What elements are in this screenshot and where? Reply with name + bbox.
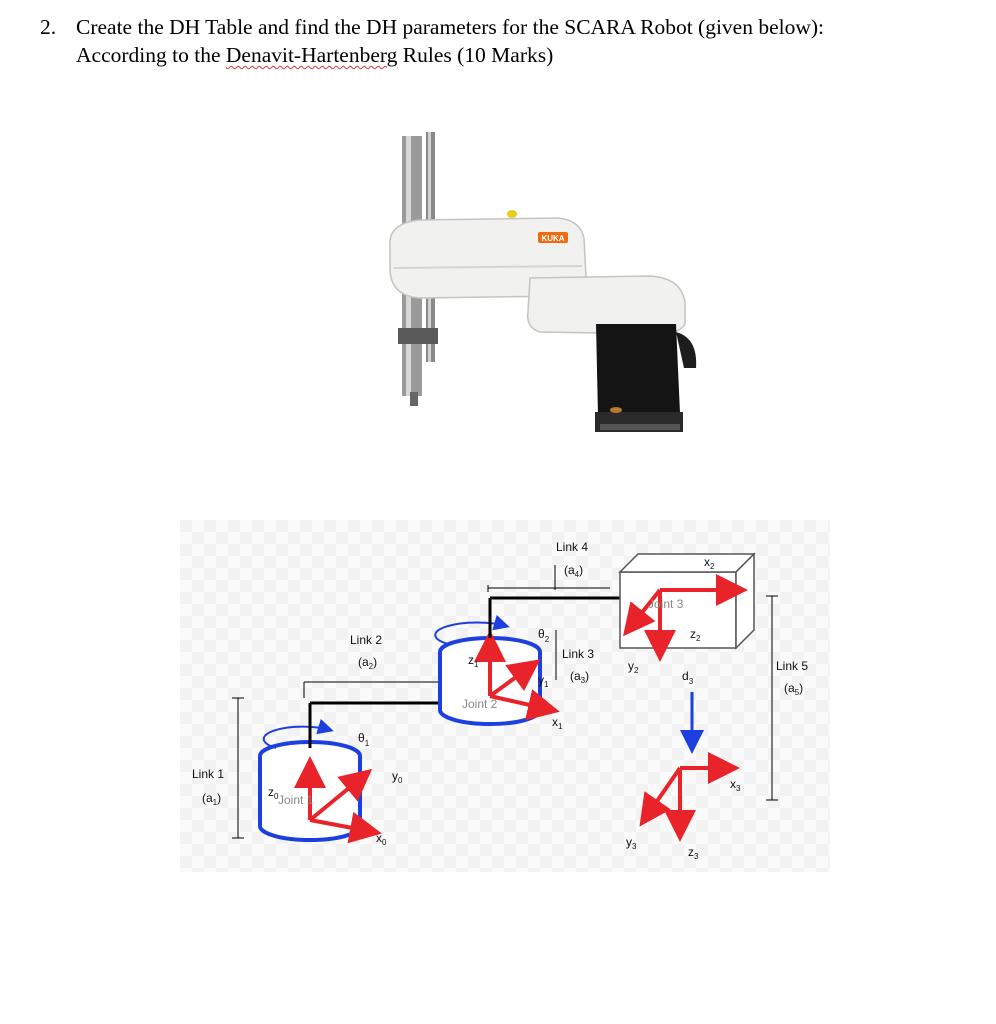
question-line-1: Create the DH Table and find the DH parameters for the SCARA Robot (given below): [76,15,825,39]
link3-label: Link 3 [562,647,595,661]
link2-label: Link 2 [350,633,383,647]
spellcheck-word: Denavit-Hartenberg [225,43,398,67]
theta1-label: $\theta_1$ [358,731,370,748]
x1-label: $x_1$ [552,715,563,731]
z1-label: $z_1$ [468,653,479,669]
link3-param: $(a_3)$ [570,669,590,685]
svg-text:KUKA: KUKA [541,234,565,243]
z2-label: $z_2$ [690,627,701,643]
theta2-label: $\theta_2$ [538,627,550,644]
link5-param: $(a_5)$ [784,681,804,697]
link4-param: $(a_4)$ [564,563,584,579]
question-line-2 [76,42,553,69]
dh-schematic-diagram [180,520,830,880]
z3-label: $z_3$ [688,845,699,861]
y3-label: $y_3$ [626,835,637,851]
scara-robot-photo [380,128,710,458]
x0-label: $x_0$ [376,831,387,847]
link1-param: $(a_1)$ [202,791,222,807]
question-number: 2. [40,15,57,39]
y2-label: $y_2$ [628,659,639,675]
joint3-label: Joint 3 [648,597,684,611]
link5-label: Link 5 [776,659,809,673]
d3-label: $d_3$ [682,669,694,686]
link1-label: Link 1 [192,767,225,781]
y0-label: $y_0$ [392,769,403,785]
joint1-label: Joint 1 [278,793,314,807]
x2-label: $x_2$ [704,555,715,571]
joint2-label: Joint 2 [462,697,498,711]
question-line-2-prefix: According to the [76,43,226,67]
z0-label: $z_0$ [268,785,279,801]
question-line-2-suffix: Rules (10 Marks) [397,43,554,67]
link2-param: $(a_2)$ [358,655,378,671]
y1-label: $y_1$ [538,673,549,689]
link4-label: Link 4 [556,540,589,554]
x3-label: $x_3$ [730,777,741,793]
